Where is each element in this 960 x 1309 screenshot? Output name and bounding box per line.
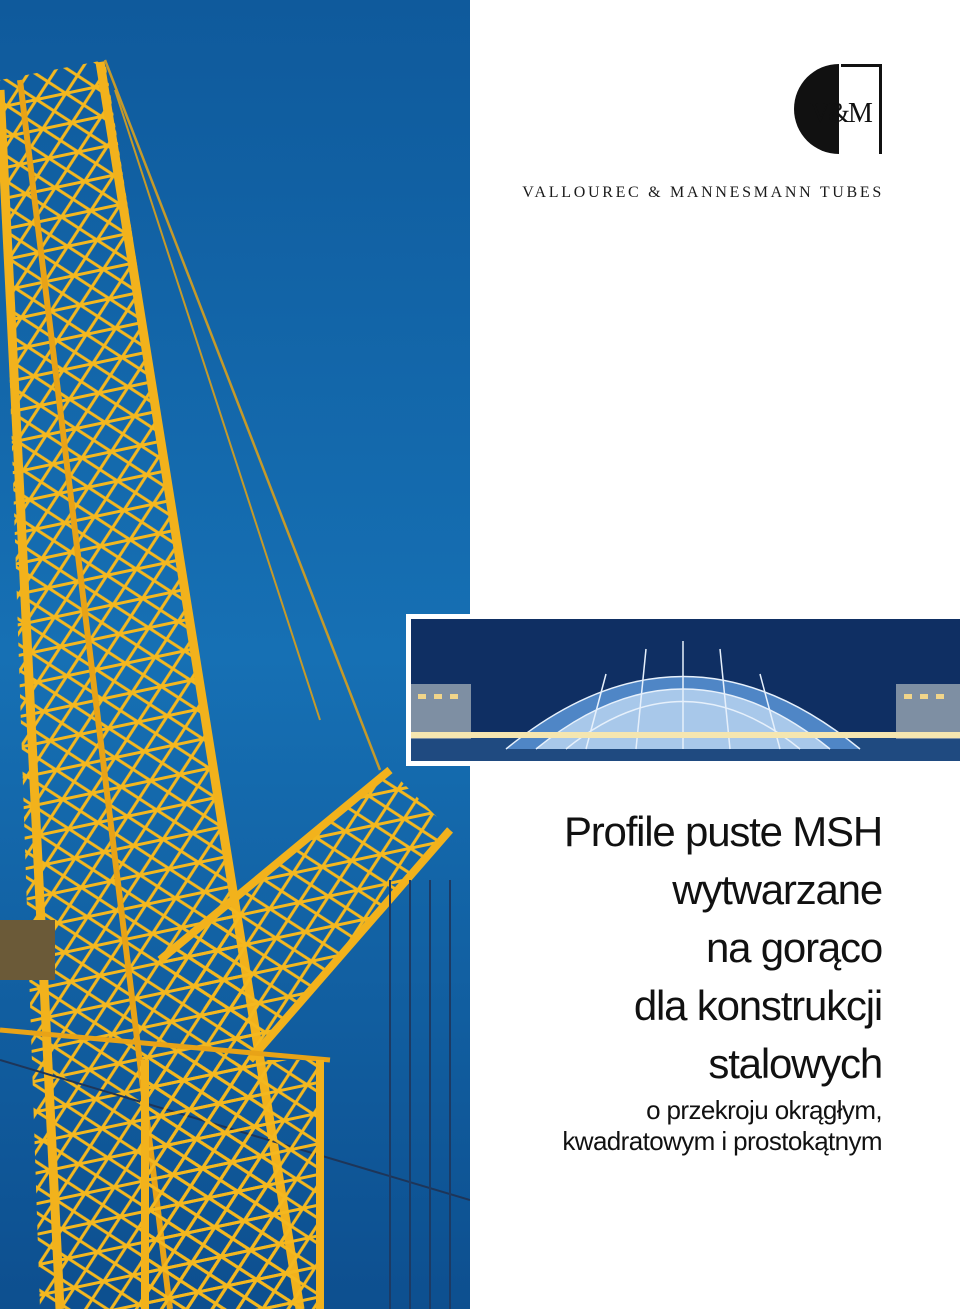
title-line: Profile puste MSH — [563, 808, 882, 855]
logo-text: V&M — [810, 98, 871, 129]
vm-logo — [794, 64, 884, 154]
title-line: wytwarzane — [672, 866, 882, 913]
glass-dome-hall-photo — [406, 614, 960, 766]
brand-name: VALLOUREC & MANNESMANN TUBES — [522, 184, 884, 201]
title-line: na gorąco — [705, 924, 882, 971]
subtitle-line: kwadratowym i prostokątnym — [562, 1126, 882, 1156]
cover-subtitle — [562, 1095, 882, 1157]
subtitle-line: o przekroju okrągłym, — [646, 1095, 882, 1125]
title-line: stalowych — [708, 1040, 882, 1087]
crane-photo — [0, 0, 470, 1309]
title-line: dla konstrukcji — [633, 982, 882, 1029]
cover-title — [564, 803, 882, 1093]
